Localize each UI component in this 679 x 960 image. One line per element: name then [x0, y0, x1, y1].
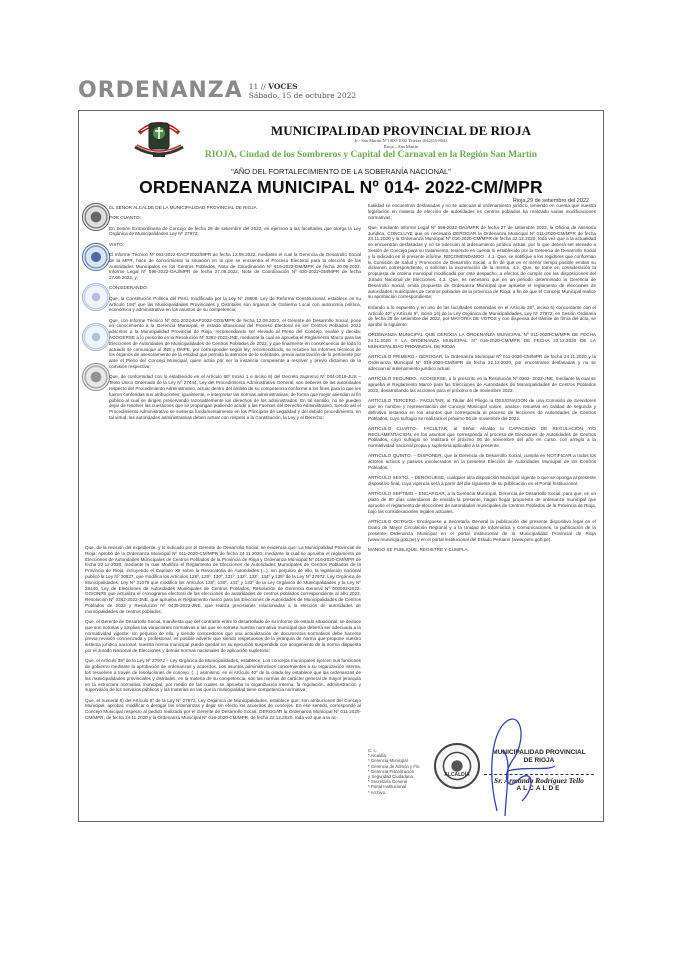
- cc-label: C. c.: [368, 748, 377, 753]
- section-title: ORDENANZA: [78, 78, 243, 103]
- letterhead: [79, 111, 603, 197]
- paragraph: EL SEÑOR ALCALDE DE LA MUNICIPALIDAD PROVINCIAL DE RIOJA: [109, 205, 257, 210]
- closing-formula: MANDO SE PUBLIQUE, REGISTRE Y CUMPLA.: [368, 546, 469, 552]
- article-5: ARTÍCULO QUINTO. – DISPONER, que la Gerencia de Desarrollo Social, cumpla en NOTIFICAR a todos los actores activos y pasivos involucrados en la presente Elección de Autoridades Municipal de los Centros Poblados.: [368, 453, 596, 471]
- article-7: ARTÍCULO SEPTIMO.– ENCARGAR, a la Gerencia Municipal, Gerencia de Desarrollo Social, para que, en un plazo de 90 días calendarios de emitida la presente, hagan llegar propuesta de ordenanza municipal que apruebe el reglamento de elecciones de autoridades municipales de Centros Poblados de la Provincia de Rioja, bajo las consideraciones legales actuales.: [368, 491, 596, 514]
- paragraph: CONSIDERANDO:: [109, 285, 148, 291]
- city-slogan: RIOJA, Ciudad de los Sombreros y Capital del Carnaval en la Región San Martín: [204, 150, 538, 160]
- margin-stamps: [82, 203, 110, 403]
- cc-item: * Alcaldía.: [368, 753, 388, 759]
- ordinance-document: [78, 110, 604, 822]
- year-motto: "AÑO DEL FORTALECIMIENTO DE LA SOBERANÍA NACIONAL": [231, 167, 451, 176]
- signer-role: ALCALDE: [516, 785, 562, 792]
- seal-stamp-icon: [82, 363, 110, 391]
- cc-item: * Archivo.: [368, 789, 387, 795]
- page-meta: [249, 82, 356, 102]
- cc-item: y Seguridad Ciudadana.: [368, 774, 415, 780]
- publication-date: Sábado, 15 de octubre 2022: [248, 91, 357, 100]
- newspaper-masthead: [78, 72, 356, 102]
- article-8: ARTÍCULO OCTAVO.- Encárguese a Secretaría General la publicación del presente dispositivo legal en el Diario de Mayor Circulación Regional y a la Unidad de Informática y Comunicaciones, la publicación de la presente Ordenanza Municipal en el portal institucional de la Municipalidad Provincial de Rioja (www.munirioja.gob.pe) y en el portal institucional del Estado Peruano (www.peru.gob.pe).: [368, 519, 596, 542]
- paragraph: Que, el numeral 8) del Artículo 9º de la Ley Nº 27972, Ley Orgánica de Municipalidades, establece que; son atribuciones del Concejo Municipal, aprobar, modificar o derogar las ordenanzas y dejar sin efecto los acuerdos de concejos. En ese sentido, corresponde al Concejo Municipal respecto al pedido realizado por el Gerente de Desarrollo Social, DEROGAR la Ordenanza Municipal Nº 011-2020-CM/MPR, de fecha 24.11.2020 y la Ordenanza Municipal Nº 016-2020-CM/MPR, de fecha 22.12.2020, toda vez que a la ac-: [85, 697, 361, 721]
- paragraph: En Sesión Extraordinaria de Concejo de fecha 28 de setiembre del 2022, en ejercicio a las facultades que otorga la Ley Orgánica de Municipalidades Ley Nº 27972;: [109, 225, 361, 237]
- paragraph: Que, con Informe Técnico Nº 001-2022-EAP2022-GDS/MPR de fecha 12.09.2022, el Gerente de Desarrollo Social, pone en conocimiento a la Gerencia Municipal, el estado situacional del Proceso Electoral en los Centros Poblados 2022 adscritos a la Municipalidad Provincial de Rioja, recomendando ser elevado al Pleno del Concejo, evalúe y decida: ACOGERSE a lo prescrito en la Resolución Nº 0362-2022-JNE, mediante la cual se aprueba el Reglamento Marco para las Elecciones de Autoridades de Municipalidades de Centros Poblados de 2022, y que finalmente en consecuencia de todo lo actuado se comunique al JNE y ONPE, por corresponder según ley; recomendando, se recaben los informes técnicos de los órganos de asesoramiento de la entidad que permita la atención de lo solicitado, previa autorización de lo pertinente por ante el Pleno del Concejo Municipal, quien actúa por ser la instancia competente a resolver y previo dictamen de la comisión respectiva;: [109, 317, 361, 370]
- paragraph: VISTO:: [109, 241, 124, 247]
- seal-stamp-icon: [82, 283, 110, 311]
- carbon-copy-list: [368, 748, 421, 795]
- article-1: ARTÍCULO PRIMERO.- DEROGAR, la Ordenanza Municipal Nº 011-2020-CM/MPR de fecha 24.11.2020 y la Ordenanza Municipal Nº 016-2020-CM/MPR de fecha 22.12.2020, por encontrarse desfasadas y no se adecuan al ordenamiento jurídico actual: [368, 354, 596, 371]
- cc-item: * Gerencia de Admón y Fin.: [368, 763, 421, 769]
- right-column-text: [368, 203, 596, 557]
- place-date: Rioja,29 de setiembre del 2022: [512, 198, 589, 204]
- cc-item: * Gerencia Municipal: [368, 758, 408, 764]
- mayor-seal-icon: [434, 743, 480, 789]
- paragraph: Que, de la revisión del expediente, y lo indicado por el Gerente de Desarrollo Social, se evidencia que: La Municipalidad Provincial de Rioja: Aprobó de la Ordenanza Municipal Nº 011-2020-CM/MPR de fecha 24.11.2020, mediante la cual se aprueba el reglamento de Elecciones de Autoridades Municipales de Centros Poblados de la Provincia de Rioja y Ordenanza Municipal Nº 016-2020-CM/MPR de fecha 22.12.2020, mediante la cual Modifica el Reglamento de Elecciones de Autoridades Municipales de Centros Poblados de la Provincia de Rioja, incluyendo el Capítulo XII sobre la Revocatoria de Autoridades (...), sin perjuicio de ello, la legislación nacional publicó la Ley Nº 30937, que modifica los Artículos 128º, 129º, 130º, 131º, 132º, 133º, 134º y 135º de la Ley Nº 27972, Ley Orgánica de Municipalidades, Ley Nº 31079 que modifica los Artículos 128º, 130º, 131º y 133º de la Ley Orgánica de Municipalidades y la Ley Nº 28440, Ley de Elecciones de Autoridades Municipales de Centros Poblados, Resolución de Gerencia General Nº 000003-2022-GG/ONPE que actualiza el cronograma electoral de las elecciones de autoridades de centros poblados correspondiente al año 2022, Resolución Nº 0362-2022-JNE, que aprueba el Reglamento marco para las Elecciones de Autoridades de Municipalidades de Centros Poblados de 2022 y Resolución Nº 0435-2022-JNE, que realiza precisiones relacionadas a la elección de autoridades de municipalidades de centros poblados;: [85, 545, 361, 614]
- paragraph: Que, la Constitución Política del Perú, modificada por la Ley Nº 28608, Ley de Reforma Constitucional, establece en su Artículo 194º que las Municipalidades Provinciales y Distritales son órganos de Gobierno Local con autonomía política, económica y administrativa en los asuntos de su competencia;: [109, 295, 361, 313]
- org-line: DE RIOJA: [523, 756, 555, 764]
- seal-text: ALCALDÍA: [444, 772, 470, 778]
- left-column-text: [109, 205, 361, 425]
- ordinance-heading: ORDENANZA MUNICIPAL QUE DEROGA LA ORDENANZA MUNICIPAL Nº 011-2020-CM/MPR DE FECHA 24.11.2020 Y LA ORDENANZA MUNICIPAL Nº 016-2020-CM/MPR DE FECHA 22.12.2020 DE LA MUNICIPALIDAD PROVINCIAL DE RIOJA: [368, 332, 596, 350]
- left-column-full-width-text: [85, 545, 361, 725]
- paragraph: Que, mediante Informe Legal Nº 596-2022-OAJ/MPR de fecha 27 de setiembre 2022, la Oficina de Asesoría Jurídica, CONCLUYE que es necesario DEROGAR la Ordenanza Municipal Nº 011-2020-CM/MPR de fecha 24.11.2020 y la Ordenanza Municipal Nº 016-2020-CM/MPR de fecha 22.12.2020, toda vez que a la actualidad se encuentran desfasadas y no se adecuan al ordenamiento jurídico actual, por lo que deberá ser elevado a Sesión de Concejo para su tratamiento, teniendo en cuenta lo establecido por la Gerencia de Desarrollo Social y lo indicado en el presente informe. RECOMENDANDO : 4.1. Que, se notifique a los regidores que conforman la Comisión de Salud y Promoción de Desarrollo Social, a fin de que en el menor tiempo posible emitan su dictamen correspondiente, o soliciten la exoneración de la misma. 4.2. Que, se tome en consideración la propuesta de ordena municipal modificada por este despacho, a efectos de cumplir con las disposiciones del Jurado Nacional de Elecciones. 4.3. Que, es necesario que en un periodo determinado la Gerencia de Desarrollo Social, emita propuesta de Ordenanza Municipal que apruebe el reglamento de elecciones de autoridades municipales de centros poblados de la provincia de Rioja, a fin de que el Concejo Municipal realice su aprobación correspondiente;: [368, 224, 596, 300]
- paragraph: POR CUANTO:: [109, 215, 141, 221]
- paragraph: Estando a lo expuesto y en uso de las facultades contenidas en el Artículo 20º, inciso 5) concordante con el Artículo 40º y Artículo 9º, inciso 14) de la Ley Orgánica de Municipalidades, Ley Nº 27972, en Sesión Ordinaria de fecha 28 de setiembre del 2022, por MAYORÍA DE VOTOS y con dispensa del trámite de firma del acta, se aprobó la siguiente:: [368, 304, 596, 328]
- cc-item: * Secretaría General: [368, 779, 408, 785]
- seal-stamp-icon: [82, 203, 110, 231]
- publication-name: VOCES: [268, 82, 298, 91]
- ordinance-title: ORDENANZA MUNICIPAL Nº 014- 2022-CM/MPR: [139, 177, 543, 197]
- institution-address: [79, 138, 603, 149]
- article-2: ARTÍCULO SEGUNDO.- ACOGERSE, a lo prescrito en la Resolución Nº 0362- 2022-JNE, mediante la cual se aprueba el Reglamento Marco para las Elecciones de Autoridades de Municipalidades de Centros Poblados 2022, desarrollando las acciones para el próximo 6 de noviembre 2022.: [368, 376, 596, 393]
- address-line: Jr.- San Martín N°1000-1002 Telefax (042)55-8043: [354, 138, 448, 143]
- handwritten-signature-icon: [477, 711, 557, 821]
- org-line: MUNICIPALIDAD PROVINCIAL: [492, 749, 586, 756]
- paragraph: Que, el Gerente de Desarrollo Social, manifiesta que del contraste entre lo desarrollado de su informe de estado situacional, se deduce que son notorias y amplias las variaciones normativas a las que se somete nuestra normativa municipal que debería ser adecuada a la normatividad vigente, sin perjuicio de ello, y siendo conocedores que una actualización de documentos normativos debe hacerse previa revisión concienzuda y profesional, es posible advertir que siendo respetuosos de la jerarquía de norma que propone nuestro sistema jurídico nacional, nuestra norma municipal puede quedar en su ejecución suspendida con acogimiento de la norma dispuesta por el Jurado Nacional de Elecciones y demás normas nacionales de aplicación supletoria;: [85, 619, 361, 654]
- article-6: ARTÍCULO SEXTO. – DERÓGUESE, cualquier otra disposición Municipal vigente o que se oponga al presente dispositivo final, cuya vigencia será a partir del día siguiente de su publicación en el Portal Institucional.: [368, 475, 596, 487]
- paragraph: El Informe Técnico Nº 001-2022-EACP2022/MPR de fecha 12.09.2022, mediante el cual la Gerencia de Desarrollo Social de la MPR, hace de conocimiento la situación en la que se encuentra el Proceso Electoral para la elección de las Autoridades Municipales en los Centros Poblados, Nota de Coordinación Nº 616-2022-GM/MPR de fecha 20.09.2022, Informe Legal Nº 596-2022-OAJ/MPR de fecha 27.09.2022; Nota de Coordinación Nº 630-2022-GM/MPR de fecha 27.09.2022, y,: [109, 251, 361, 281]
- cc-item: * Portal Institucional: [368, 784, 406, 790]
- paragraph: Que, el Artículo 39º de la Ley Nº 27972 – Ley Orgánica de Municipalidades, establece; Los concejos municipales ejercen sus funciones de gobierno mediante la aprobación de ordenanzas y acuerdos. Los asuntos administrativos concernientes a su organización interna, los resuelven a través de resoluciones de concejo. (...) asimismo, en el Artículo 40º de la citada ley establece que las ordenanzas de las municipalidades provinciales y distritales, en la materia de su competencia, son las normas de carácter general de mayor jerarquía en la estructura normativa municipal, por medio de las cuales se aprueba la organización interna, la regulación, administración y supervisión de los servicios públicos y las materias en las que la municipalidad tiene competencia normativa;: [85, 658, 361, 693]
- cc-item: * Gerencia Fiscalización: [368, 768, 415, 774]
- signer-name: Sr. Armando Rodríguez Tello: [494, 776, 584, 785]
- address-line: Rioja – San Martín: [383, 143, 419, 149]
- article-4: ARTÍCULO CUARTO.- FACULTAR, al Señor Alcalde la CAPACIDAD DE REGULACIÓN Y/O REGLAMENTACIÓN, en los asuntos que corresponda al proceso de Elecciones de Autoridades de Centros Poblados, cuyo sufragio se realizará el próximo 06 de noviembre del año en curso, con arreglo a la normatividad nacional propia y supletoria aplicable a la presente.: [368, 425, 596, 449]
- paragraph: tualidad se encuentran desfasadas y no se adecuan al ordenamiento jurídico, teniendo en cuenta que nuestra legislación en materia de elección de autoridades en centros poblados ha realizado varias modificaciones normativas;: [368, 203, 596, 220]
- paragraph: Que, de conformidad con lo establecido en el Artículo 86º Inciso 1 e Inciso 8) del Decreto Supremo Nº 004-2019-JUS – Texto Único Ordenado de la Ley Nº 27444, Ley del Procedimiento Administrativo General, son deberes de las autoridades respecto del Procedimiento Administrativo, actuar dentro del ámbito de su competencia conforme a los fines para lo que les fueron conferidas sus atribuciones; igualmente, e interpretar las normas administrativas, de forma que mejor atiendan al fin público al cual se dirigen preservando razonablemente los derechos de los administrados. En tal sentido, no se pueden dejar de resolver las cuestiones que se propongan pudiendo acudir a las Fuentes del Derecho Administrativo. Siendo así el Procedimiento Administrativo se sustenta fundamentalmente en los Principios de Legalidad y del debido procedimiento, en tal virtud, las autoridades administrativas deben actuar con respeto a la Constitución, la Ley y el Derecho;: [109, 374, 361, 420]
- seal-stamp-icon: [82, 243, 110, 271]
- separator: //: [260, 82, 266, 91]
- seal-stamp-icon: [82, 323, 110, 351]
- institution-name: MUNICIPALIDAD PROVINCIAL DE RIOJA: [270, 123, 532, 138]
- page-number: 11: [248, 82, 259, 91]
- article-3: ARTÍCULO TERCERO.- FACULTAR, al Titular del Pliego la DESIGNACIÓN de una Comisión de Servidores que en nombre y representación del Concejo Municipal valore, analice, resuelva en calidad de segunda y definitiva instancia en los asuntos que corresponda al proceso de lecciones de Autoridades de Centros Poblados, cuyo sufragio se realizará el próximo 06 de noviembre del 2022.: [368, 398, 596, 421]
